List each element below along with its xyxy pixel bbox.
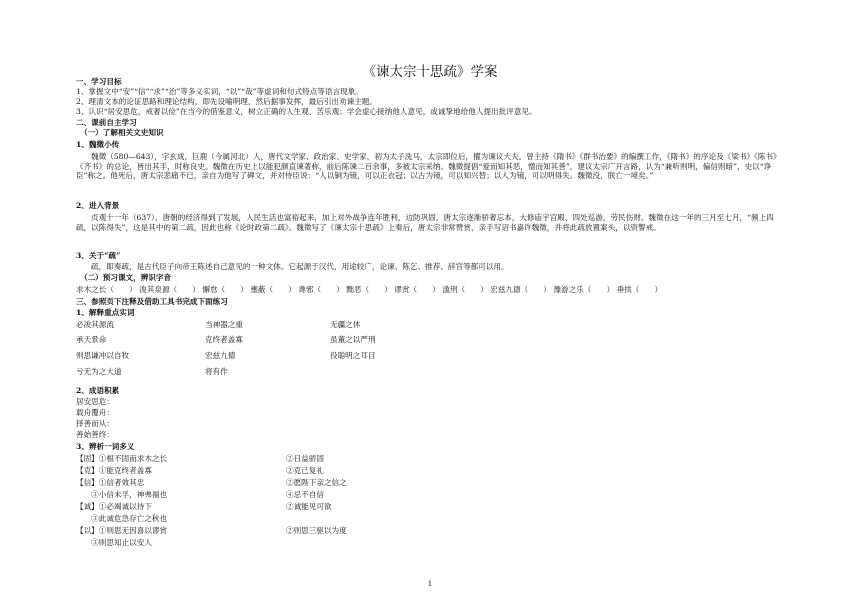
- goal-item: 2、理清文本的论证思路和理论结构，即先设喻明理，然后据事发挥，最后引出劝谏主题。: [76, 97, 377, 106]
- pron-item: 滥刑（ ）: [442, 285, 488, 294]
- idiom-item: 择善而从：: [76, 419, 114, 428]
- pron-item: 垂拱（ ）: [616, 285, 663, 294]
- paragraph-title: 2、进入背景: [76, 201, 120, 210]
- goal-item: 1、掌握文中“安”“信”“求”“治”等多义实词，“以”“哉”等虚词和句式特点等语言现象。: [76, 87, 363, 96]
- subsection-heading: 3、辨析一词多义: [76, 442, 135, 451]
- paragraph-body: 贞观十一年（637），唐朝的经济得到了发展，人民生活也富裕起来，加上对外战争连年胜利，边防巩固，唐太宗逐渐骄奢忘本，大修庙宇宫殿，四处巡游，劳民伤财。魏徵在这一年的三月至七月，“频上四疏，以陈得失”，这是其中的第二疏，因此也称《论时政第二疏》。魏徵写了《谏太宗十思疏》上奏后，唐太宗非常赞赏，亲手写诏书嘉许魏徵，并将此疏放置案头，以资警戒。: [76, 213, 774, 232]
- pron-item: 谗邪（ ）: [298, 285, 344, 294]
- section-heading-2: 二、课前自主学习: [76, 118, 137, 127]
- term-item: 克终者盖寡: [205, 335, 243, 344]
- term-item: 必浚其源流: [76, 320, 114, 329]
- pron-item: 壅蔽（ ）: [250, 285, 296, 294]
- term-item: 承天景命: [76, 335, 107, 344]
- subsection-heading: （二）预习课文，辨识字音: [80, 273, 172, 282]
- polysemy-item: ②诚能见可欲: [286, 502, 332, 511]
- paragraph-title: 3、关于“疏”: [76, 251, 121, 260]
- polysemy-item: ②愿陛下亲之信之: [286, 478, 347, 487]
- polysemy-item: ③小信未孚，神弗福也: [76, 490, 168, 499]
- page-number: 1: [427, 580, 433, 588]
- idiom-item: 居安思危：: [76, 397, 114, 406]
- term-item: 虽董之以严刑: [330, 335, 376, 344]
- paragraph-body: 疏，即奏疏，是古代臣子向帝王陈述自己意见的一种文体。它起源于汉代，用途较广，论谏、陈乞、推荐、辞官等都可以用。: [91, 262, 509, 271]
- subsection-heading: 2、成语积累: [76, 386, 120, 395]
- idiom-item: 善始善终：: [76, 430, 114, 439]
- polysemy-item: 【诚】①必竭诚以待下: [76, 502, 152, 511]
- polysemy-item: 【固】①根不固而求木之长: [76, 454, 168, 463]
- subsection-heading: （一）了解相关文史知识: [80, 128, 164, 137]
- polysemy-item: ②则思三驱以为度: [286, 526, 347, 535]
- pron-item: 黜恶（ ）: [346, 285, 392, 294]
- subsection-heading: 1、解释重点实词: [76, 308, 135, 317]
- page-title: 《谏太宗十思疏》学案: [362, 64, 498, 80]
- idiom-item: 载舟覆舟：: [76, 408, 114, 417]
- polysemy-item: ②克己复礼: [286, 466, 324, 475]
- term-item: 亏无为之大道: [76, 367, 122, 376]
- pron-item: 谬赏（ ）: [394, 285, 440, 294]
- term-item: 宏兹九德: [205, 351, 236, 360]
- term-item: 无疆之休: [330, 320, 361, 329]
- pron-item: 浚其泉源（ ）: [139, 285, 200, 294]
- polysemy-item: ③则思知止以安人: [76, 538, 152, 547]
- term-item: 将有作: [205, 367, 228, 376]
- section-heading-3: 三、参照页下注释及借助工具书完成下面练习: [76, 297, 228, 306]
- pron-item: 求木之长（ ）: [76, 285, 137, 294]
- polysemy-item: ④忌不自信: [286, 490, 324, 499]
- pron-item: 豫游之乐（ ）: [553, 285, 615, 294]
- pronunciation-row: [76, 285, 662, 295]
- polysemy-item: 【信】①信者效其忠: [76, 478, 145, 487]
- pron-item: 宏兹九德（ ）: [490, 285, 551, 294]
- paragraph-body: 魏徵（580—643），字玄成，巨鹿（今属河北）人，唐代文学家、政治家、史学家，初为太子洗马，太宗即位后，擢为谏议大夫。曾主持《隋书》《群书治要》的编撰工作，《隋书》的序论及《梁书》《陈书》《齐书》的总论，皆出其手，时称良史。魏徵在历史上以能犯颜直谏著称，前后陈谏二百余事，多被太宗采纳。魏徵提倡“爱而知其恶，憎而知其善”，建议太宗广开言路，认为“兼听则明，偏信则暗”，史以“诤臣”称之。他死后，唐太宗悲痛不已，亲自为他写了碑文，并对侍臣说：“人以铜为镜，可以正衣冠；以古为镜，可以知兴替；以人为镜，可以明得失。魏徵没，朕亡一境矣。”: [76, 152, 781, 181]
- polysemy-item: 【以】①则思无因喜以谬赏: [76, 526, 168, 535]
- polysemy-item: 【克】①能克终者盖寡: [76, 466, 152, 475]
- polysemy-item: ②日益骄固: [286, 454, 324, 463]
- polysemy-item: ③此诚危急存亡之秋也: [76, 514, 168, 523]
- goal-item: 3、认识“居安思危，戒奢以俭”在当今的借鉴意义，树立正确的人生观、苦乐观；学会虚心接纳他人意见，或诚挚地给他人提出批评意见。: [76, 107, 537, 116]
- paragraph-title: 1、魏徵小传: [76, 140, 120, 149]
- term-item: 则思谦冲以自牧: [76, 351, 130, 360]
- term-item: 役聪明之耳目: [330, 351, 376, 360]
- term-item: 当神器之重: [205, 320, 243, 329]
- pron-item: 懈怠（ ）: [202, 285, 248, 294]
- section-heading-1: 一、学习目标: [76, 77, 122, 86]
